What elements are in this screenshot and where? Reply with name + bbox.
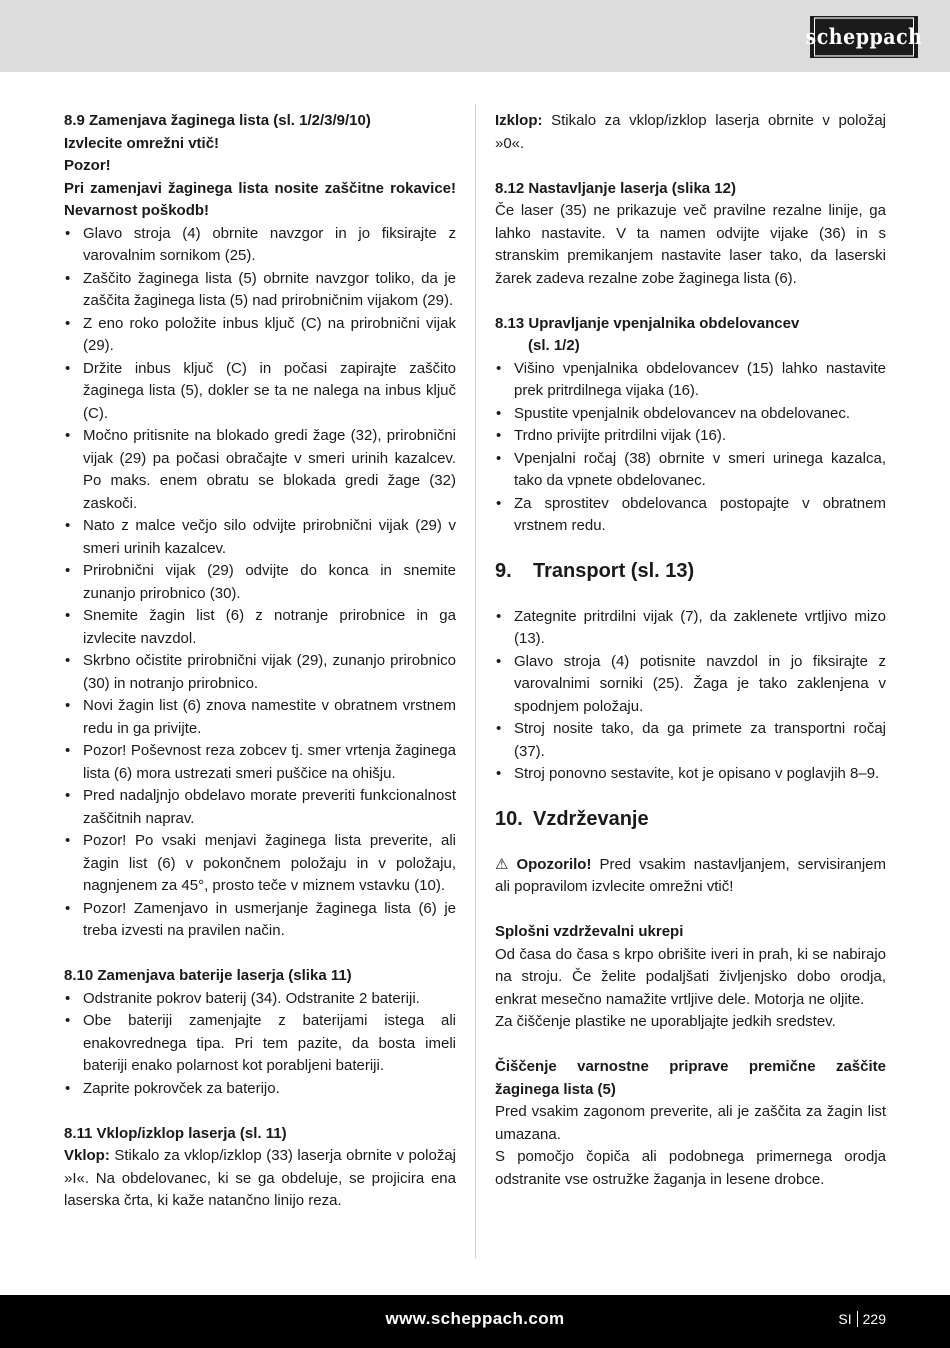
section-8-13-list bbox=[495, 358, 886, 538]
section-8-10-title: 8.10 Zamenjava baterije laserja (slika 11) bbox=[64, 967, 352, 984]
list-item: • Pozor! Po vsaki menjavi žaginega lista preverite, ali žagin list (6) v pokončnem položaju in v položaju, nagnjenem za 45°, prosto teče v miznem vstavku (10). bbox=[64, 830, 456, 898]
izklop-label: Izklop: bbox=[495, 112, 543, 129]
guard-cleaning-text: Pred vsakim zagonom preverite, ali je zaščita za žagin list umazana. bbox=[495, 1103, 886, 1143]
list-item: • Glavo stroja (4) potisnite navzdol in jo fiksirajte z varovalnimi sorniki (25). Žaga je tako zaklenjena v spodnjem položaju. bbox=[495, 651, 886, 719]
guard-cleaning-text-2: S pomočjo čopiča ali podobnega primernega orodja odstranite vse ostružke žaganja in lesene drobce. bbox=[495, 1148, 886, 1188]
footer-page-number bbox=[838, 1311, 886, 1327]
logo-text: scheppach bbox=[814, 17, 914, 56]
section-9-heading bbox=[495, 558, 886, 584]
list-item: • Obe bateriji zamenjajte z baterijami istega ali enakovrednega tipa. Pri tem pazite, da bosta imeli bateriji enako polarnost kot porabljeni bateriji. bbox=[64, 1010, 456, 1078]
section-8-9-gloves: Pri zamenjavi žaginega lista nosite zaščitne rokavice! Nevarnost poškodb! bbox=[64, 179, 456, 219]
warning-text: Pred vsakim nastavljanjem, servisiranjem ali popravilom izvlecite omrežni vtič! bbox=[495, 855, 886, 895]
list-item: • Pozor! Zamenjavo in usmerjanje žaginega lista (6) je treba izvesti na pravilen način. bbox=[64, 898, 456, 943]
izklop-paragraph bbox=[495, 110, 886, 155]
footer-website-link[interactable]: www.scheppach.com bbox=[385, 1309, 565, 1328]
header-band bbox=[0, 0, 950, 72]
section-8-9-unplug: Izvlecite omrežni vtič! bbox=[64, 134, 220, 152]
list-item: • Močno pritisnite na blokado gredi žage (32), prirobnični vijak (29) pa počasi obračajte v smeri urinih kazalcev. Po maks. enem obratu se blokada gredi žage (32) zaskoči. bbox=[64, 425, 456, 515]
general-maintenance-title: Splošni vzdrževalni ukrepi bbox=[495, 923, 684, 940]
list-item: • Snemite žagin list (6) z notranje prirobnice in ga izvlecite navzdol. bbox=[64, 605, 456, 650]
section-9-title: Transport (sl. 13) bbox=[533, 559, 695, 582]
section-8-13-title-figure: (sl. 1/2) bbox=[528, 337, 580, 354]
guard-cleaning-title: Čiščenje varnostne priprave premične zaščite žaginega lista (5) bbox=[495, 1058, 886, 1098]
list-item: • Držite inbus ključ (C) in počasi zapirajte zaščito žaginega lista (5), dokler se ta ne nalega na inbus ključ (C). bbox=[64, 358, 456, 426]
list-item: • Pred nadaljnjo obdelavo morate preveriti funkcionalnost zaščitnih naprav. bbox=[64, 785, 456, 830]
section-9-number: 9. bbox=[495, 559, 512, 582]
section-8-13-title: 8.13 Upravljanje vpenjalnika obdelovancev bbox=[495, 314, 800, 332]
right-column bbox=[495, 110, 886, 1191]
section-8-10-list bbox=[64, 988, 456, 1101]
list-item: • Novi žagin list (6) znova namestite v obratnem vrstnem redu in ga privijte. bbox=[64, 695, 456, 740]
left-column bbox=[64, 110, 456, 1213]
list-item: • Spustite vpenjalnik obdelovancev na obdelovanec. bbox=[495, 403, 886, 426]
list-item: • Skrbno očistite prirobnični vijak (29), zunanjo prirobnico (30) in notranjo prirobnico. bbox=[64, 650, 456, 695]
vklop-label: Vklop: bbox=[64, 1147, 110, 1164]
section-8-9-list bbox=[64, 223, 456, 943]
izklop-text: Stikalo za vklop/izklop laserja obrnite v položaj »0«. bbox=[495, 112, 886, 152]
footer-bar bbox=[0, 1295, 950, 1348]
warning-label: Opozorilo! bbox=[516, 855, 592, 873]
list-item: • Stroj nosite tako, da ga primete za transportni ročaj (37). bbox=[495, 718, 886, 763]
list-item: • Zategnite pritrdilni vijak (7), da zaklenete vrtljivo mizo (13). bbox=[495, 606, 886, 651]
list-item: • Prirobnični vijak (29) odvijte do konca in snemite zunanjo prirobnico (30). bbox=[64, 560, 456, 605]
warning-paragraph bbox=[495, 854, 886, 899]
warning-triangle-icon: ⚠ bbox=[495, 855, 509, 873]
list-item: • Vpenjalni ročaj (38) obrnite v smeri urinega kazalca, tako da vpnete obdelovanec. bbox=[495, 448, 886, 493]
section-8-9-title: 8.9 Zamenjava žaginega lista (sl. 1/2/3/9/10) bbox=[64, 112, 371, 129]
list-item: • Pozor! Poševnost reza zobcev tj. smer vrtenja žaginega lista (6) mora ustrezati smeri puščice na ohišju. bbox=[64, 740, 456, 785]
section-10-title: Vzdrževanje bbox=[533, 807, 649, 830]
list-item: • Višino vpenjalnika obdelovancev (15) lahko nastavite prek pritrdilnega vijaka (16). bbox=[495, 358, 886, 403]
section-9-list bbox=[495, 606, 886, 786]
list-item: • Z eno roko položite inbus ključ (C) na prirobnični vijak (29). bbox=[64, 313, 456, 358]
vklop-text: Stikalo za vklop/izklop (33) laserja obrnite v položaj »I«. Na obdelovanec, ki se ga obdeluje, se projicira ena laserska črta, ki kaže natančno linijo reza. bbox=[64, 1147, 456, 1209]
general-maintenance-text: Od časa do časa s krpo obrišite iveri in prah, ki se nabirajo na stroju. Če želite podaljšati življenjsko dobo orodja, enkrat mesečno namažite vrtljive dele. Motorja ne oljite. bbox=[495, 945, 886, 1008]
list-item: • Zaščito žaginega lista (5) obrnite navzgor toliko, da je zaščita žaginega lista (5) nad prirobničnim vijakom (29). bbox=[64, 268, 456, 313]
list-item: • Nato z malce večjo silo odvijte prirobnični vijak (29) v smeri urinih kazalcev. bbox=[64, 515, 456, 560]
section-8-12-title: 8.12 Nastavljanje laserja (slika 12) bbox=[495, 179, 736, 197]
footer-separator bbox=[857, 1311, 858, 1327]
list-item: • Trdno privijte pritrdilni vijak (16). bbox=[495, 425, 886, 448]
list-item: • Za sprostitev obdelovanca postopajte v obratnem vrstnem redu. bbox=[495, 493, 886, 538]
general-maintenance-text-2: Za čiščenje plastike ne uporabljajte jedkih sredstev. bbox=[495, 1013, 836, 1030]
list-item: • Glavo stroja (4) obrnite navzgor in jo fiksirajte z varovalnim sornikom (25). bbox=[64, 223, 456, 268]
section-8-12-text: Če laser (35) ne prikazuje več pravilne rezalne linije, ga lahko nastavite. V ta namen odvijte vijake (36) in s stranskim premikanjem nastavite laser tako, da laserski žarek zadeva rezalne zobe žaginega lista (6). bbox=[495, 202, 886, 287]
section-8-9-caution: Pozor! bbox=[64, 157, 111, 174]
section-8-11-title: 8.11 Vklop/izklop laserja (sl. 11) bbox=[64, 1124, 287, 1142]
section-8-11-vklop bbox=[64, 1145, 456, 1213]
scheppach-logo bbox=[805, 16, 923, 58]
list-item: • Odstranite pokrov baterij (34). Odstranite 2 bateriji. bbox=[64, 988, 456, 1011]
column-divider bbox=[475, 104, 476, 1258]
footer-page: 229 bbox=[862, 1311, 886, 1327]
list-item: • Stroj ponovno sestavite, kot je opisano v poglavjih 8–9. bbox=[495, 763, 886, 786]
section-10-heading bbox=[495, 806, 886, 832]
section-10-number: 10. bbox=[495, 807, 523, 830]
footer-language: SI bbox=[838, 1311, 852, 1327]
list-item: • Zaprite pokrovček za baterijo. bbox=[64, 1078, 456, 1101]
